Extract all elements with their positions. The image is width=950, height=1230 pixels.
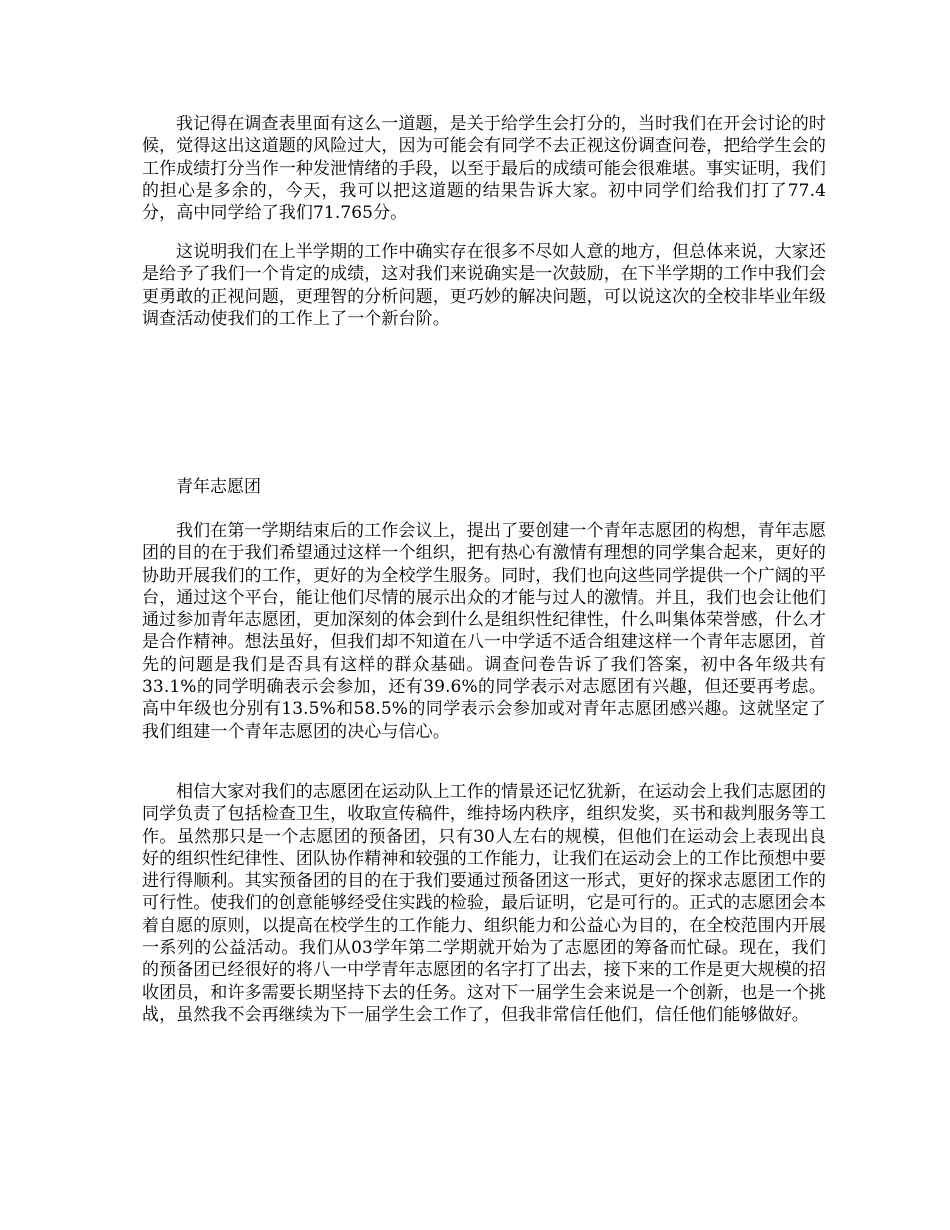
section-heading: 青年志愿团 — [176, 477, 261, 497]
paragraph-survey-conclusion: 这说明我们在上半学期的工作中确实存在很多不尽如人意的地方，但总体来说，大家还是给予了我们一个肯定的成绩，这对我们来说确实是一次鼓励，在下半学期的工作中我们会更勇敢的正视问题，更理智的分析问题，更巧妙的解决问题，可以说这次的全校非毕业年级调查活动使我们的工作上了一个新台阶。 — [142, 242, 826, 329]
paragraph-score-survey: 我记得在调查表里面有这么一道题，是关于给学生会打分的，当时我们在开会讨论的时候，觉得这出这道题的风险过大，因为可能会有同学不去正视这份调查问卷，把给学生会的工作成绩打分当作一种发泄情绪的手段，以至于最后的成绩可能会很难堪。事实证明，我们的担心是多余的，今天，我可以把这道题的结果告诉大家。初中同学们给我们打了77.4分，高中同学给了我们71.765分。 — [142, 114, 826, 224]
paragraph-volunteer-sports-meet: 相信大家对我们的志愿团在运动队上工作的情景还记忆犹新，在运动会上我们志愿团的同学负责了包括检查卫生，收取宣传稿件，维持场内秩序，组织发奖，买书和裁判服务等工作。虽然那只是一个志愿团的预备团，只有30人左右的规模，但他们在运动会上表现出良好的组织性纪律性、团队协作精神和较强的工作能力，让我们在运动会上的工作比预想中要进行得顺利。其实预备团的目的在于我们要通过预备团这一形式，更好的探求志愿团工作的可行性。使我们的创意能够经受住实践的检验，最后证明，它是可行的。正式的志愿团会本着自愿的原则，以提高在校学生的工作能力、组织能力和公益心为目的，在全校范围内开展一系列的公益活动。我们从03学年第二学期就开始为了志愿团的筹备而忙碌。现在，我们的预备团已经很好的将八一中学青年志愿团的名字打了出去，接下来的工作是更大规模的招收团员，和许多需要长期坚持下去的任务。这对下一届学生会来说是一个创新，也是一个挑战，虽然我不会再继续为下一届学生会工作了，但我非常信任他们，信任他们能够做好。 — [142, 782, 826, 1025]
paragraph-volunteer-plan: 我们在第一学期结束后的工作会议上，提出了要创建一个青年志愿团的构想，青年志愿团的目的在于我们希望通过这样一个组织，把有热心有激情有理想的同学集合起来，更好的协助开展我们的工作，更好的为全校学生服务。同时，我们也向这些同学提供一个广阔的平台，通过这个平台，能让他们尽情的展示出众的才能与过人的激情。并且，我们也会让他们通过参加青年志愿团，更加深刻的体会到什么是组织性纪律性，什么叫集体荣誉感，什么才是合作精神。想法虽好，但我们却不知道在八一中学适不适合组建这样一个青年志愿团，首先的问题是我们是否具有这样的群众基础。调查问卷告诉了我们答案，初中各年级共有33.1%的同学明确表示会参加，还有39.6%的同学表示对志愿团有兴趣，但还要再考虑。高中年级也分别有13.5%和58.5%的同学表示会参加或对青年志愿团感兴趣。这就坚定了我们组建一个青年志愿团的决心与信心。 — [142, 521, 826, 742]
